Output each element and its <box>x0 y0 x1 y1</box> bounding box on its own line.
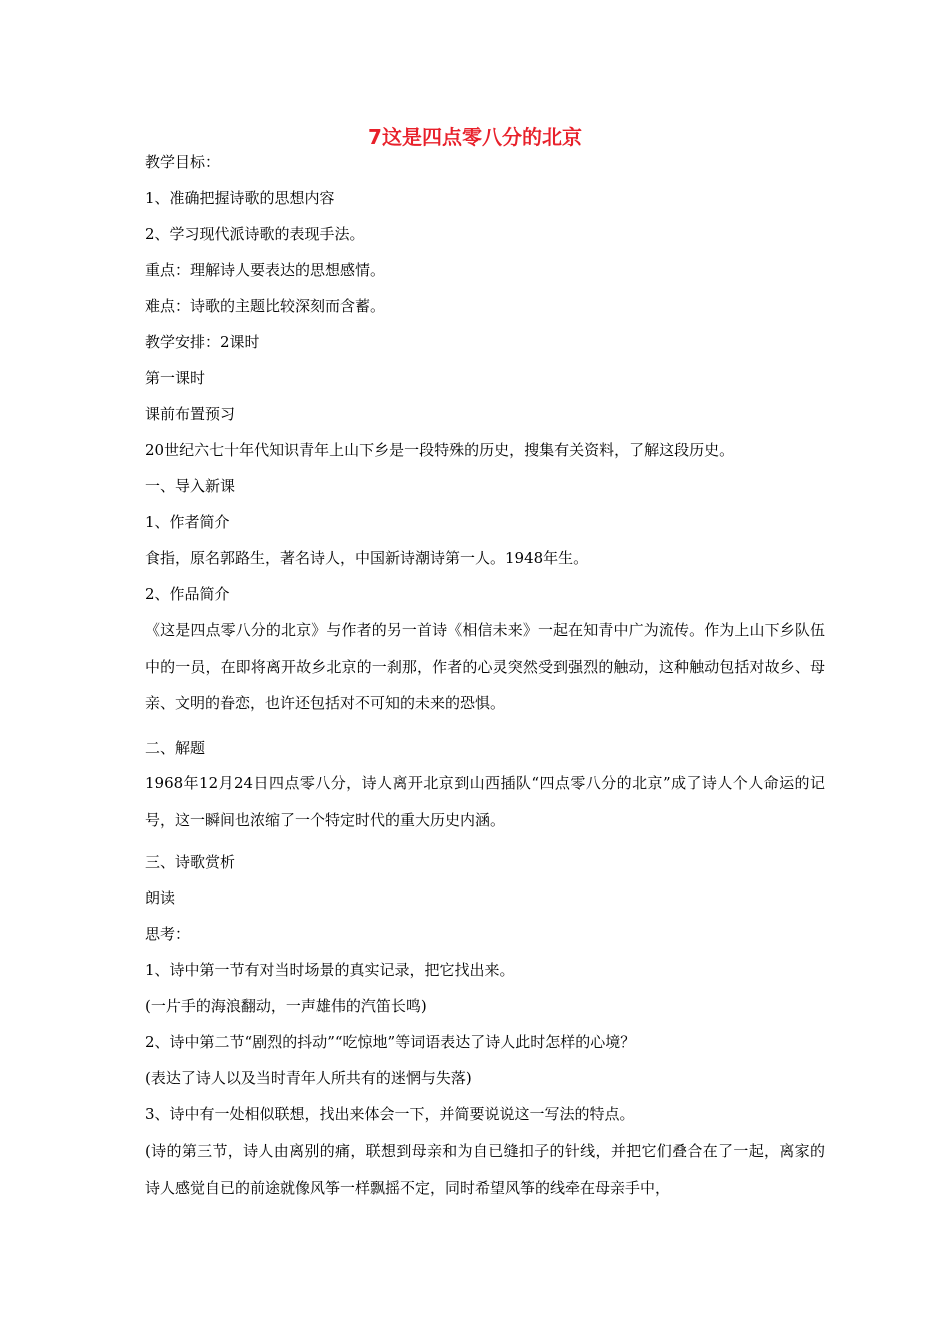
text-line: 2、作品简介 <box>145 585 230 603</box>
text-paragraph: (诗的第三节，诗人由离别的痛，联想到母亲和为自已缝扣子的针线，并把它们叠合在了一起，离家的诗人感觉自已的前途就像风筝一样飘摇不定，同时希望风筝的线牵在母亲手中， <box>145 1142 825 1197</box>
text-line: 食指，原名郭路生，著名诗人，中国新诗潮诗第一人。1948年生。 <box>145 549 589 567</box>
text-line: 三、诗歌赏析 <box>145 853 236 871</box>
text-line: 难点：诗歌的主题比较深刻而含蓄。 <box>145 297 386 315</box>
document-title: 7这是四点零八分的北京 <box>368 125 582 149</box>
text-line: (一片手的海浪翻动，一声雄伟的汽笛长鸣) <box>145 997 427 1015</box>
text-line: 课前布置预习 <box>145 405 236 423</box>
text-line: 思考： <box>145 925 191 943</box>
text-line: 重点：理解诗人要表达的思想感情。 <box>145 261 386 279</box>
text-line: 二、解题 <box>145 739 206 757</box>
text-line: 2、诗中第二节“剧烈的抖动”“吃惊地”等词语表达了诗人此时怎样的心境？ <box>145 1033 636 1051</box>
text-line: 1、诗中第一节有对当时场景的真实记录，把它找出来。 <box>145 961 515 979</box>
text-line: 1、作者简介 <box>145 513 230 531</box>
text-line: 朗读 <box>145 889 176 907</box>
text-line: 教学安排：2课时 <box>145 333 260 351</box>
text-line: 20世纪六七十年代知识青年上山下乡是一段特殊的历史，搜集有关资料，了解这段历史。 <box>145 441 735 459</box>
text-line: 教学目标： <box>145 153 221 171</box>
text-paragraph: 《这是四点零八分的北京》与作者的另一首诗《相信未来》一起在知青中广为流传。作为上山下乡队伍中的一员，在即将离开故乡北京的一刹那，作者的心灵突然受到强烈的触动，这种触动包括对故乡、母亲、文明的眷恋，也许还包括对不可知的未来的恐惧。 <box>145 621 825 712</box>
text-paragraph: 1968年12月24日四点零八分，诗人离开北京到山西插队“四点零八分的北京”成了诗人个人命运的记号，这一瞬间也浓缩了一个特定时代的重大历史内涵。 <box>145 774 825 829</box>
text-line: 第一课时 <box>145 369 206 387</box>
text-line: (表达了诗人以及当时青年人所共有的迷惘与失落) <box>145 1069 472 1087</box>
text-line: 1、准确把握诗歌的思想内容 <box>145 189 335 207</box>
text-line: 3、诗中有一处相似联想，找出来体会一下，并简要说说这一写法的特点。 <box>145 1105 635 1123</box>
text-line: 一、导入新课 <box>145 477 236 495</box>
text-line: 2、学习现代派诗歌的表现手法。 <box>145 225 365 243</box>
